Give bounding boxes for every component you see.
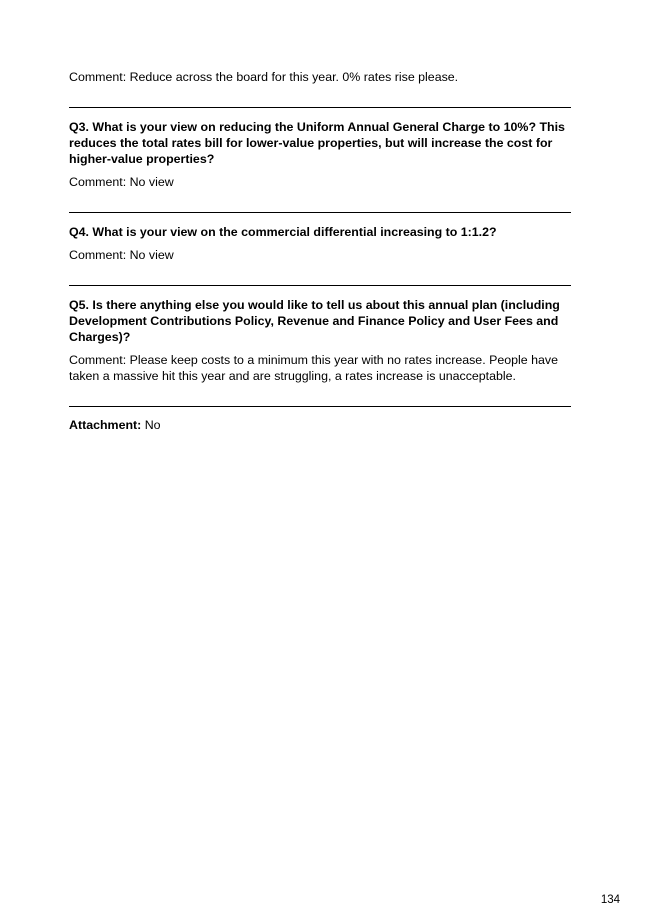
q3-question: Q3. What is your view on reducing the Uniform Annual General Charge to 10%? This reduces the total rates bill for lower-value properties, but will increase the cost for higher-value properties? — [69, 120, 565, 166]
submission-content — [69, 69, 571, 433]
q4-question: Q4. What is your view on the commercial differential increasing to 1:1.2? — [69, 225, 497, 239]
attachment-label: Attachment: — [69, 418, 142, 432]
attachment-line — [69, 417, 571, 433]
page-number: 134 — [600, 894, 620, 906]
q2-comment: Comment: Reduce across the board for this year. 0% rates rise please. — [69, 70, 459, 84]
q4-comment: Comment: No view — [69, 248, 174, 262]
q5-question: Q5. Is there anything else you would like to tell us about this annual plan (including Development Contributions Policy, Revenue and Finance Policy and User Fees and Charges)? — [69, 298, 560, 344]
q5-comment: Comment: Please keep costs to a minimum this year with no rates increase. People have taken a massive hit this year and are struggling, a rates increase is unacceptable. — [69, 353, 558, 383]
q3-comment: Comment: No view — [69, 175, 174, 189]
attachment-value: No — [144, 418, 161, 432]
